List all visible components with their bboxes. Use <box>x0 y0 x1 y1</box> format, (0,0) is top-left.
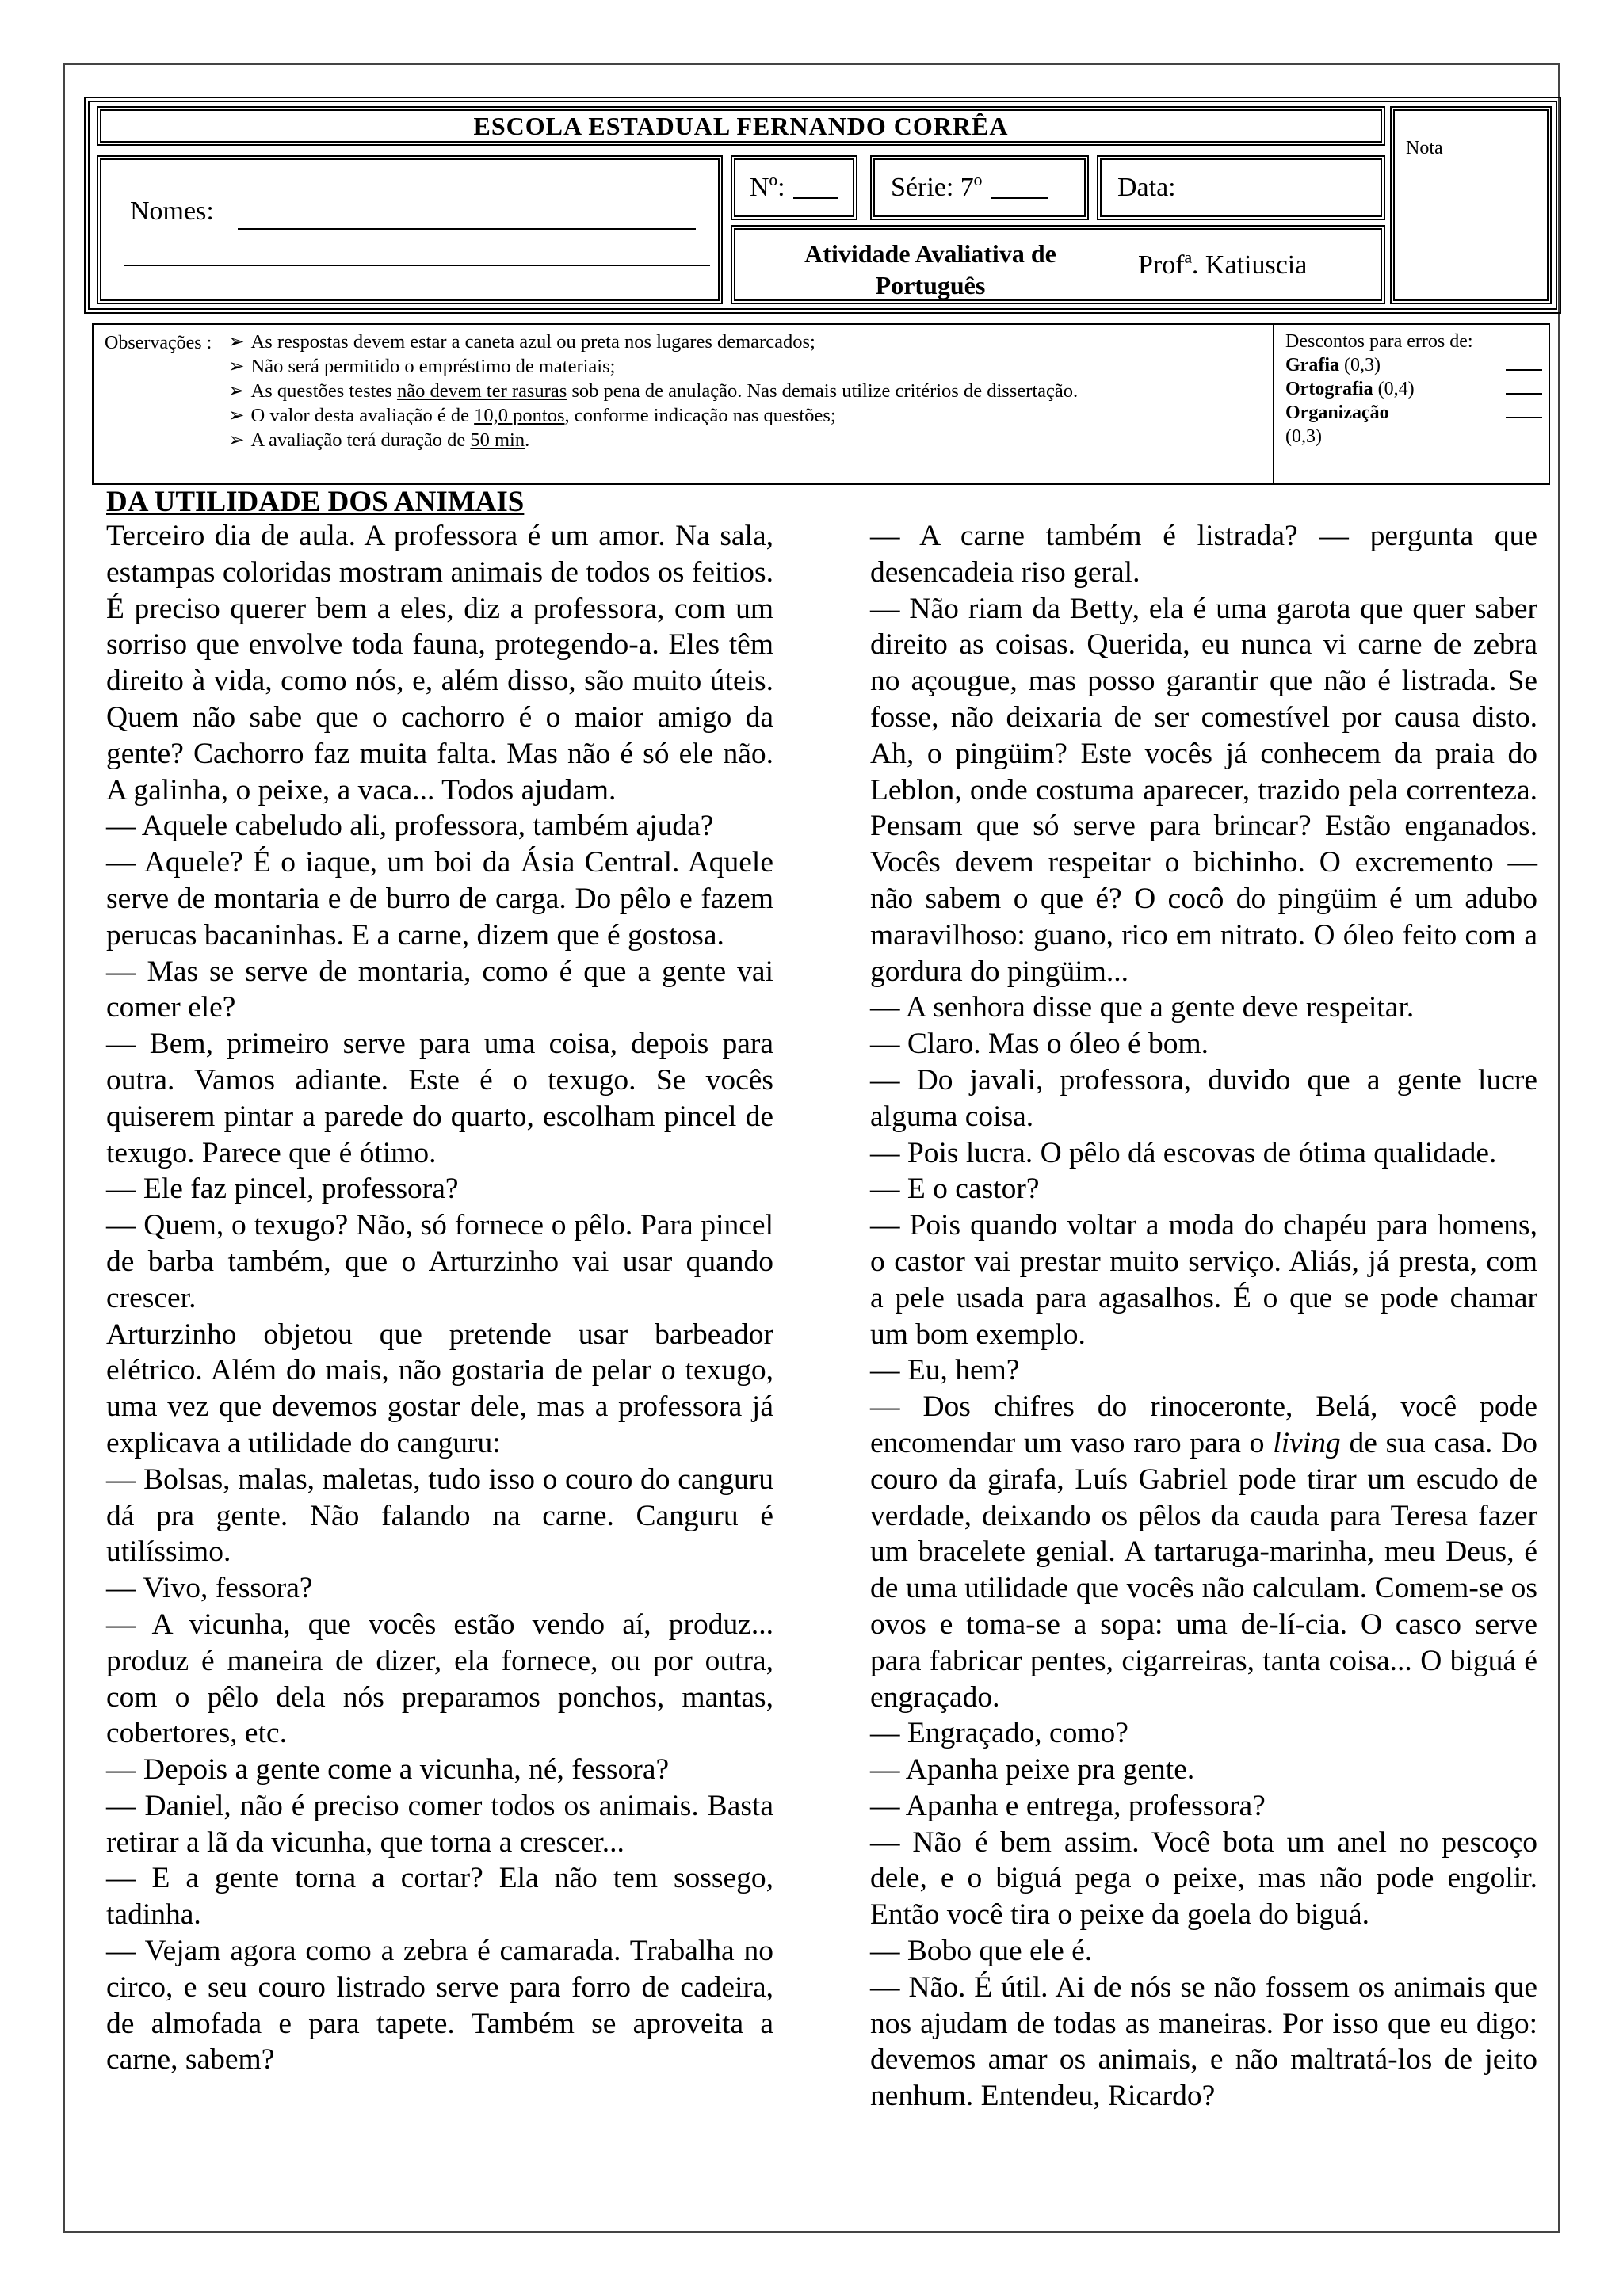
number-blank[interactable] <box>793 177 838 199</box>
arrow-bullet-icon: ➢ <box>228 429 245 451</box>
story-paragraph: — E o castor? <box>870 1173 1040 1206</box>
discount-blank[interactable] <box>1506 379 1542 395</box>
story-paragraph: — Não é bem assim. Você bota um anel no pescoço dele, e o biguá pega o peixe, mas não pode engolir. Então você tira o peixe da goela do biguá. <box>870 1825 1537 1932</box>
number-box <box>731 155 857 220</box>
activity-box <box>731 225 1385 304</box>
story-paragraph: — Bolsas, malas, maletas, tudo isso o couro do canguru dá pra gente. Não falando na carne. Canguru é utilíssimo. <box>106 1463 773 1569</box>
story-paragraph: Arturzinho objetou que pretende usar barbeador elétrico. Além do mais, não gostaria de pelar o texugo, uma vez que devemos gostar dele, mas a professora já explicava a utilidade do canguru: <box>106 1318 773 1459</box>
story-paragraph: — Do javali, professora, duvido que a gente lucre alguma coisa. <box>870 1063 1537 1133</box>
story-paragraph: — Aquele cabeludo ali, professora, também ajuda? <box>106 810 714 843</box>
story-paragraph: — Não. É útil. Ai de nós se não fossem os animais que nos ajudam de todas as maneiras. Por isso que eu digo: devemos amar os animais, e não maltratá-los de jeito nenhum. Entendeu, Ricardo? <box>870 1970 1537 2113</box>
story-paragraph: — Pois quando voltar a moda do chapéu para homens, o castor vai prestar muito serviço. Aliás, já presta, com a pele usada para agasalhos. É o que se pode chamar um bom exemplo. <box>870 1209 1537 1351</box>
names-label: Nomes: <box>130 196 214 226</box>
story-paragraph: — E a gente torna a cortar? Ela não tem sossego, tadinha. <box>106 1862 773 1932</box>
story-paragraph: — Vejam agora como a zebra é camarada. Trabalha no circo, e seu couro listrado serve para forro de cadeira, de almofada e para tapete. Também se aproveita a carne, sabem? <box>106 1935 773 2077</box>
arrow-bullet-icon: ➢ <box>228 380 245 402</box>
observations-box <box>92 323 1550 485</box>
grade-score-box[interactable] <box>1390 106 1552 304</box>
discount-row: Organização <box>1285 401 1555 425</box>
arrow-bullet-icon: ➢ <box>228 405 245 426</box>
observation-item: ➢ As respostas devem estar a caneta azul ou preta nos lugares demarcados; <box>228 331 815 353</box>
story-paragraph: — Pois lucra. O pêlo dá escovas de ótima qualidade. <box>870 1136 1497 1169</box>
story-right-column <box>870 518 1537 2115</box>
names-line-2[interactable] <box>124 265 710 266</box>
story-paragraph: — Bem, primeiro serve para uma coisa, depois para outra. Vamos adiante. Este é o texugo. Se vocês quiserem pintar a parede do quarto, escolham pincel de texugo. Parece que é ótimo. <box>106 1028 773 1169</box>
story-title: DA UTILIDADE DOS ANIMAIS <box>106 486 525 518</box>
story-paragraph: — Bobo que ele é. <box>870 1935 1093 1968</box>
grade-blank[interactable] <box>991 177 1048 199</box>
story-paragraph: — Quem, o texugo? Não, só fornece o pêlo. Para pincel de barba também, que o Arturzinho vai usar quando crescer. <box>106 1209 773 1314</box>
names-box <box>97 155 723 304</box>
school-name: ESCOLA ESTADUAL FERNANDO CORRÊA <box>97 106 1385 146</box>
observations-label: Observações : <box>105 333 212 353</box>
story-paragraph: — A vicunha, que vocês estão vendo aí, produz... produz é maneira de dizer, ela fornece, ou por outra, com o pêlo dela nós preparamos ponchos, mantas, cobertores, etc. <box>106 1608 773 1750</box>
story-paragraph: — Depois a gente come a vicunha, né, fessora? <box>106 1753 670 1787</box>
discounts-title: Descontos para erros de: <box>1285 331 1473 352</box>
story-paragraph: — Ele faz pincel, professora? <box>106 1173 459 1206</box>
discount-row: Ortografia (0,4) <box>1285 377 1555 401</box>
date-box[interactable] <box>1097 155 1385 220</box>
grade-score-label: Nota <box>1406 138 1443 158</box>
observation-item: ➢ A avaliação terá duração de 50 min. <box>228 429 530 451</box>
activity-title: Atividade Avaliativa de Português <box>804 239 1056 299</box>
observation-item: ➢ O valor desta avaliação é de 10,0 pontos, conforme indicação nas questões; <box>228 405 836 426</box>
story-paragraph: — A carne também é listrada? — pergunta que desencadeia riso geral. <box>870 520 1537 589</box>
story-paragraph: — Eu, hem? <box>870 1354 1020 1387</box>
story-paragraph: — Mas se serve de montaria, como é que a gente vai comer ele? <box>106 955 773 1024</box>
observation-item: ➢ Não será permitido o empréstimo de materiais; <box>228 356 616 377</box>
story-paragraph: — Engraçado, como? <box>870 1717 1128 1750</box>
story-paragraph: — Claro. Mas o óleo é bom. <box>870 1028 1209 1061</box>
story-paragraph: — Dos chifres do rinoceronte, Belá, você pode encomendar um vaso raro para o living de sua casa. Do couro da girafa, Luís Gabriel pode tirar um escudo de verdade, deixando os pêlos da cauda para Teresa fazer um bracelete genial. A tartaruga-marinha, meu Deus, é de uma utilidade que vocês não calculam. Comem-se os ovos e toma-se a sopa: uma de-lí-cia. O casco serve para fabricar pentes, cigarreiras, tanta coisa... O biguá é engraçado. <box>870 1390 1537 1714</box>
observations-divider <box>1273 325 1274 483</box>
story-paragraph: Terceiro dia de aula. A professora é um amor. Na sala, estampas coloridas mostram animais de todos os feitios. É preciso querer bem a eles, diz a professora, com um sorriso que envolve toda fauna, protegendo-a. Eles têm direito à vida, como nós, e, além disso, são muito úteis. Quem não sabe que o cachorro é o maior amigo da gente? Cachorro faz muita falta. Mas não é só ele não. A galinha, o peixe, a vaca... Todos ajudam. <box>106 520 773 807</box>
story-paragraph: — Aquele? É o iaque, um boi da Ásia Central. Aquele serve de montaria e de burro de carga. Do pêlo e fazem perucas bacaninhas. E a carne, dizem que é gostosa. <box>106 846 773 952</box>
number-label: Nº: <box>750 173 785 202</box>
story-paragraph: — Apanha peixe pra gente. <box>870 1753 1195 1787</box>
observations-list <box>228 330 1266 452</box>
names-line-1[interactable] <box>238 228 696 230</box>
story-paragraph: — A senhora disse que a gente deve respeitar. <box>870 991 1415 1024</box>
observation-item: ➢ As questões testes não devem ter rasuras sob pena de anulação. Nas demais utilize critérios de dissertação. <box>228 380 1079 402</box>
story-paragraph: — Não riam da Betty, ela é uma garota que quer saber direito as coisas. Querida, eu nunca vi carne de zebra no açougue, mas posso garantir que não é listrada. Se fosse, não deixaria de ser comestível por causa disto. Ah, o pingüim? Este vocês já conhecem da praia do Leblon, onde costuma aparecer, trazido pela correnteza. Pensam que só serve para brincar? Estão enganados. Vocês devem respeitar o bichinho. O excremento — não sabem o que é? O cocô do pingüim é um adubo maravilhoso: guano, rico em nitrato. O óleo feito com a gordura do pingüim... <box>870 592 1537 988</box>
discount-row: Grafia (0,3) <box>1285 353 1555 377</box>
story-left-column <box>106 518 773 2078</box>
arrow-bullet-icon: ➢ <box>228 331 245 353</box>
discounts-panel: Descontos para erros de: Grafia (0,3) Ortografia (0,4) Organização (0,3) <box>1285 330 1555 448</box>
story-paragraph: — Daniel, não é preciso comer todos os animais. Basta retirar a lã da vicunha, que torna a crescer... <box>106 1789 773 1859</box>
teacher-name: Profª. Katiuscia <box>1138 250 1308 280</box>
date-label: Data: <box>1117 173 1176 202</box>
grade-box <box>870 155 1089 220</box>
story-paragraph: — Apanha e entrega, professora? <box>870 1789 1266 1822</box>
arrow-bullet-icon: ➢ <box>228 356 245 377</box>
story-paragraph: — Vivo, fessora? <box>106 1572 313 1605</box>
discount-blank[interactable] <box>1506 402 1542 418</box>
discount-blank[interactable] <box>1506 355 1542 371</box>
grade-label: Série: 7º <box>891 173 983 202</box>
